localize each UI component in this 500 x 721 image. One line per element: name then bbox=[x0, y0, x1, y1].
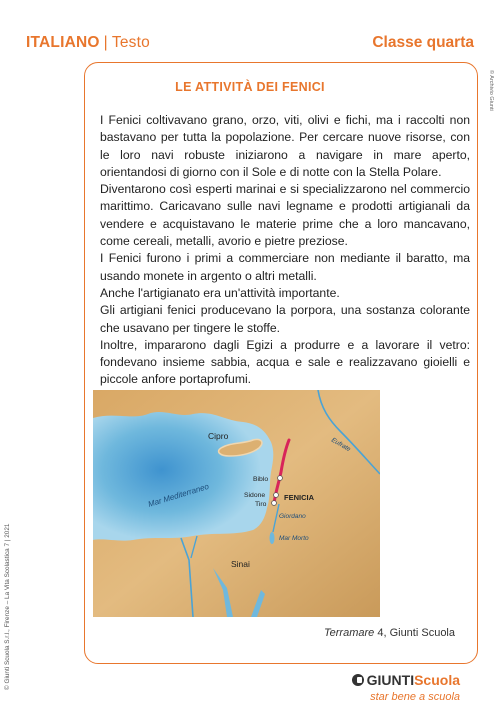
label-mar-morto: Mar Morto bbox=[279, 535, 309, 542]
logo-tagline: star bene a scuola bbox=[370, 691, 460, 703]
logo-brand: GIUNTI bbox=[366, 672, 415, 688]
label-sidone: Sidone bbox=[244, 492, 266, 499]
city-biblo-marker bbox=[278, 476, 283, 481]
paragraph: I Fenici furono i primi a commerciare non mediante il baratto, ma usando monete in argento o altri metalli. bbox=[100, 251, 470, 283]
paragraph: Gli artigiani fenici producevano la porpora, una sostanza colorante che usavano per tingere le stoffe. bbox=[100, 303, 470, 335]
paragraph: Diventarono così esperti marinai e si specializzarono nel commercio marittimo. Caricavano sulle navi legname e prodotti artigianali da vendere e acquistavano le materie prime che a loro mancavano, come cereali, metalli, avorio e pietre preziose. bbox=[100, 182, 470, 249]
subject-label: ITALIANO bbox=[26, 34, 100, 51]
page-header bbox=[26, 34, 474, 56]
section-label: Testo bbox=[111, 34, 150, 51]
label-giordano: Giordano bbox=[279, 513, 306, 520]
image-credit: © Archivio Giunti bbox=[488, 70, 494, 111]
map-caption bbox=[324, 627, 455, 639]
copyright-note: © Giunti Scuola S.r.l., Firenze – La Vita Scolastica 7 | 2021 bbox=[4, 523, 11, 690]
paragraph: Inoltre, impararono dagli Egizi a produrre e a lavorare il vetro: fondevano insieme sabbia, acqua e sale e realizzavano gioielli e piccole anfore portaprofumi. bbox=[100, 337, 470, 387]
paragraph: I Fenici coltivavano grano, orzo, viti, olivi e fichi, ma i raccolti non bastavano per tutta la popolazione. Per cercare nuove risorse, con le loro navi robuste iniziarono a navigare in mare aperto, orientandosi di giorno con il Sole e di notte con la Stella Polare. bbox=[100, 113, 470, 179]
article-title: LE ATTIVITÀ DEI FENICI bbox=[175, 80, 325, 94]
logo-brand-accent: Scuola bbox=[414, 672, 460, 688]
label-fenicia: FENICIA bbox=[284, 493, 314, 502]
header-separator: | bbox=[103, 34, 108, 51]
logo-wordmark bbox=[352, 672, 460, 688]
label-cipro: Cipro bbox=[208, 431, 229, 441]
label-eufrate: Eufrate bbox=[330, 436, 352, 454]
dead-sea bbox=[270, 532, 275, 544]
phoenicia-map bbox=[93, 390, 380, 617]
grade-label: Classe quarta bbox=[372, 34, 474, 51]
city-tiro-marker bbox=[272, 501, 277, 506]
city-sidone-marker bbox=[274, 493, 279, 498]
label-sinai: Sinai bbox=[231, 559, 250, 569]
subject-heading bbox=[26, 34, 150, 52]
caption-rest: 4, Giunti Scuola bbox=[374, 627, 455, 639]
caption-book-title: Terramare bbox=[323, 627, 375, 639]
label-mediterraneo: Mar Mediterraneo bbox=[146, 481, 210, 509]
map-graphic bbox=[93, 390, 380, 617]
giunti-scuola-logo bbox=[345, 672, 460, 710]
label-tiro: Tiro bbox=[255, 501, 267, 508]
giunti-g-icon bbox=[352, 674, 364, 686]
paragraph: Anche l'artigianato era un'attività importante. bbox=[100, 285, 340, 300]
label-biblo: Biblo bbox=[253, 476, 269, 483]
article-body bbox=[100, 112, 470, 389]
mediterranean-sea bbox=[93, 412, 273, 541]
